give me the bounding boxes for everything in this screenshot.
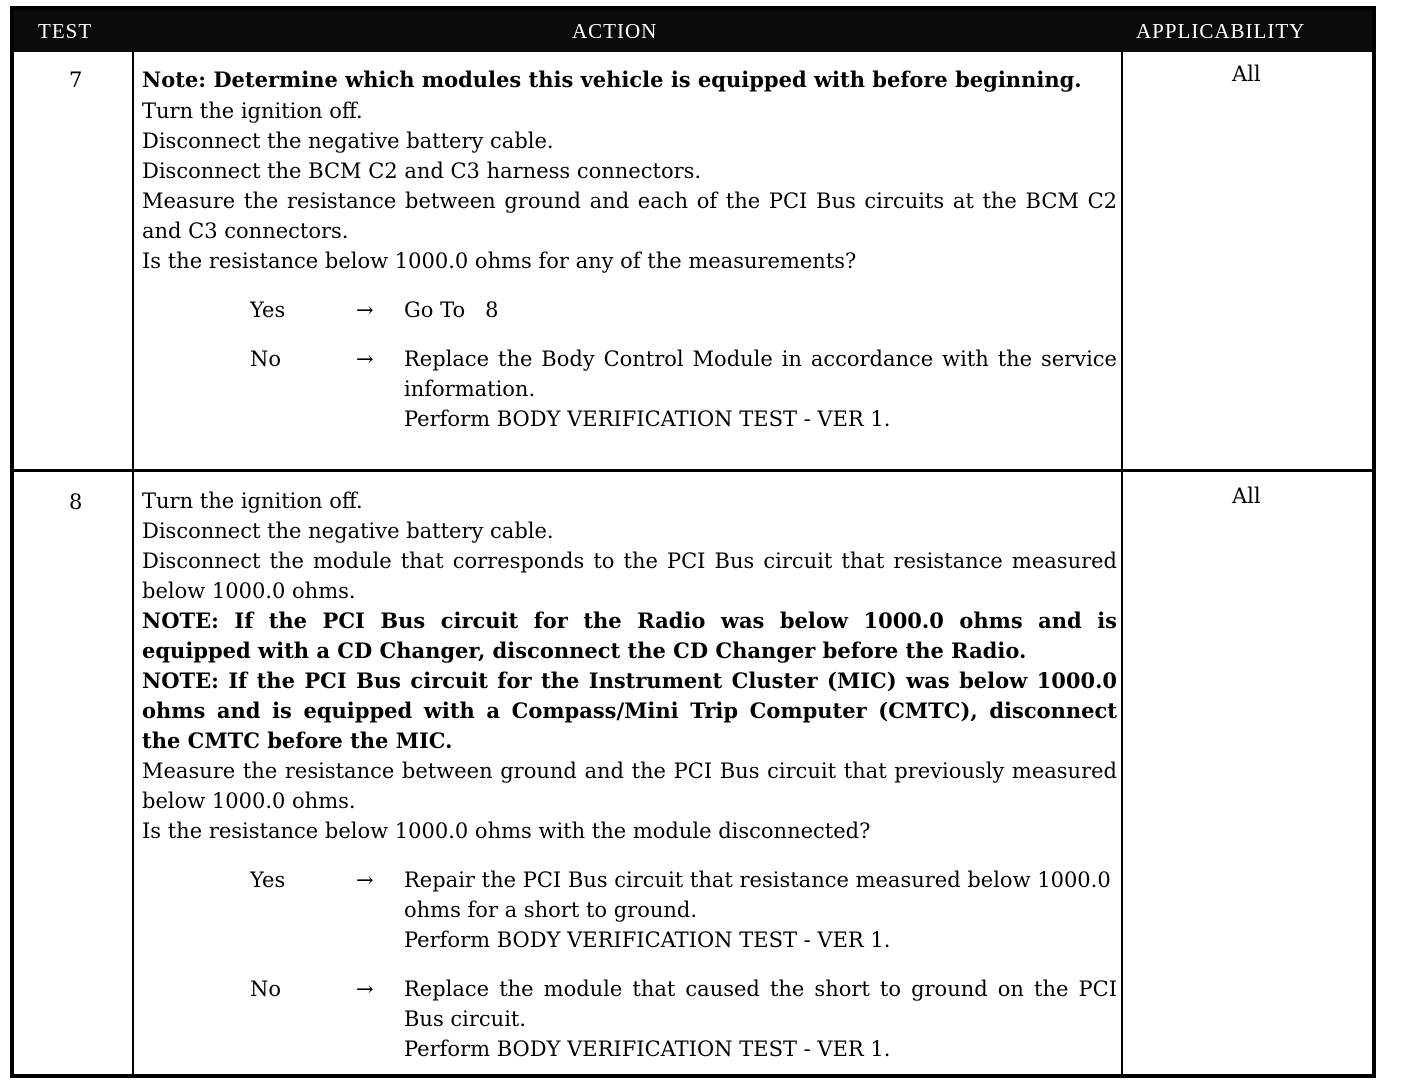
no-result (404, 344, 1117, 434)
note-text: NOTE: If the PCI Bus circuit for the Radio was below 1000.0 ohms and is equipped with a CD Changer, disconnect the CD Changer before the Radio. (142, 608, 1117, 663)
verification-text: Perform BODY VERIFICATION TEST - VER 1. (404, 407, 891, 431)
diagnostic-table (10, 6, 1376, 1078)
step-text: Measure the resistance between ground and each of the PCI Bus circuits at the BCM C2 and C3 connectors. (142, 189, 1117, 243)
header-test: TEST (38, 19, 93, 43)
arrow-icon: → (356, 298, 374, 322)
test-number: 7 (69, 68, 83, 92)
no-result-text: Replace the Body Control Module in accordance with the service information. (404, 347, 1117, 401)
yes-option (142, 865, 1117, 955)
step-text: Disconnect the negative battery cable. (142, 519, 554, 543)
row-divider (14, 469, 1372, 472)
step-text: Disconnect the BCM C2 and C3 harness connectors. (142, 159, 702, 183)
arrow-icon: → (356, 347, 374, 371)
question-text: Is the resistance below 1000.0 ohms for any of the measurements? (142, 249, 857, 273)
test-number: 8 (69, 490, 83, 514)
step-text: Turn the ignition off. (142, 489, 363, 513)
arrow-icon: → (356, 868, 374, 892)
step-text: Disconnect the negative battery cable. (142, 129, 554, 153)
arrow-icon: → (356, 977, 374, 1001)
action-cell (142, 64, 1117, 434)
action-cell (142, 486, 1117, 1064)
no-result-text: Replace the module that caused the short to ground on the PCI Bus circuit. (404, 977, 1117, 1031)
yes-result-text: Repair the PCI Bus circuit that resistance measured below 1000.0 ohms for a short to ground. (404, 868, 1111, 922)
column-divider-test (132, 52, 134, 1074)
table-header (14, 10, 1372, 52)
step-text: Measure the resistance between ground and the PCI Bus circuit that previously measured below 1000.0 ohms. (142, 759, 1117, 813)
no-label: No (250, 977, 282, 1001)
verification-text: Perform BODY VERIFICATION TEST - VER 1. (404, 928, 891, 952)
no-label: No (250, 347, 282, 371)
no-option (142, 344, 1117, 434)
header-applicability: APPLICABILITY (1136, 19, 1306, 43)
applicability-value: All (1232, 62, 1261, 86)
applicability-value: All (1232, 484, 1261, 508)
no-result (404, 974, 1117, 1064)
note-text: Note: Determine which modules this vehicle is equipped with before beginning. (142, 67, 1082, 92)
no-option (142, 974, 1117, 1064)
header-action: ACTION (572, 19, 658, 43)
yes-option (142, 295, 1117, 325)
verification-text: Perform BODY VERIFICATION TEST - VER 1. (404, 1037, 891, 1061)
step-text: Turn the ignition off. (142, 99, 363, 123)
yes-result (404, 865, 1117, 955)
question-text: Is the resistance below 1000.0 ohms with the module disconnected? (142, 819, 871, 843)
yes-label: Yes (250, 298, 286, 322)
column-divider-applicability (1121, 52, 1123, 1074)
step-text: Disconnect the module that corresponds to the PCI Bus circuit that resistance measured below 1000.0 ohms. (142, 549, 1117, 603)
note-text: NOTE: If the PCI Bus circuit for the Instrument Cluster (MIC) was below 1000.0 ohms and is equipped with a Compass/Mini Trip Computer (CMTC), disconnect the CMTC before the MIC. (142, 668, 1117, 753)
yes-label: Yes (250, 868, 286, 892)
yes-result: Go To 8 (404, 298, 499, 322)
